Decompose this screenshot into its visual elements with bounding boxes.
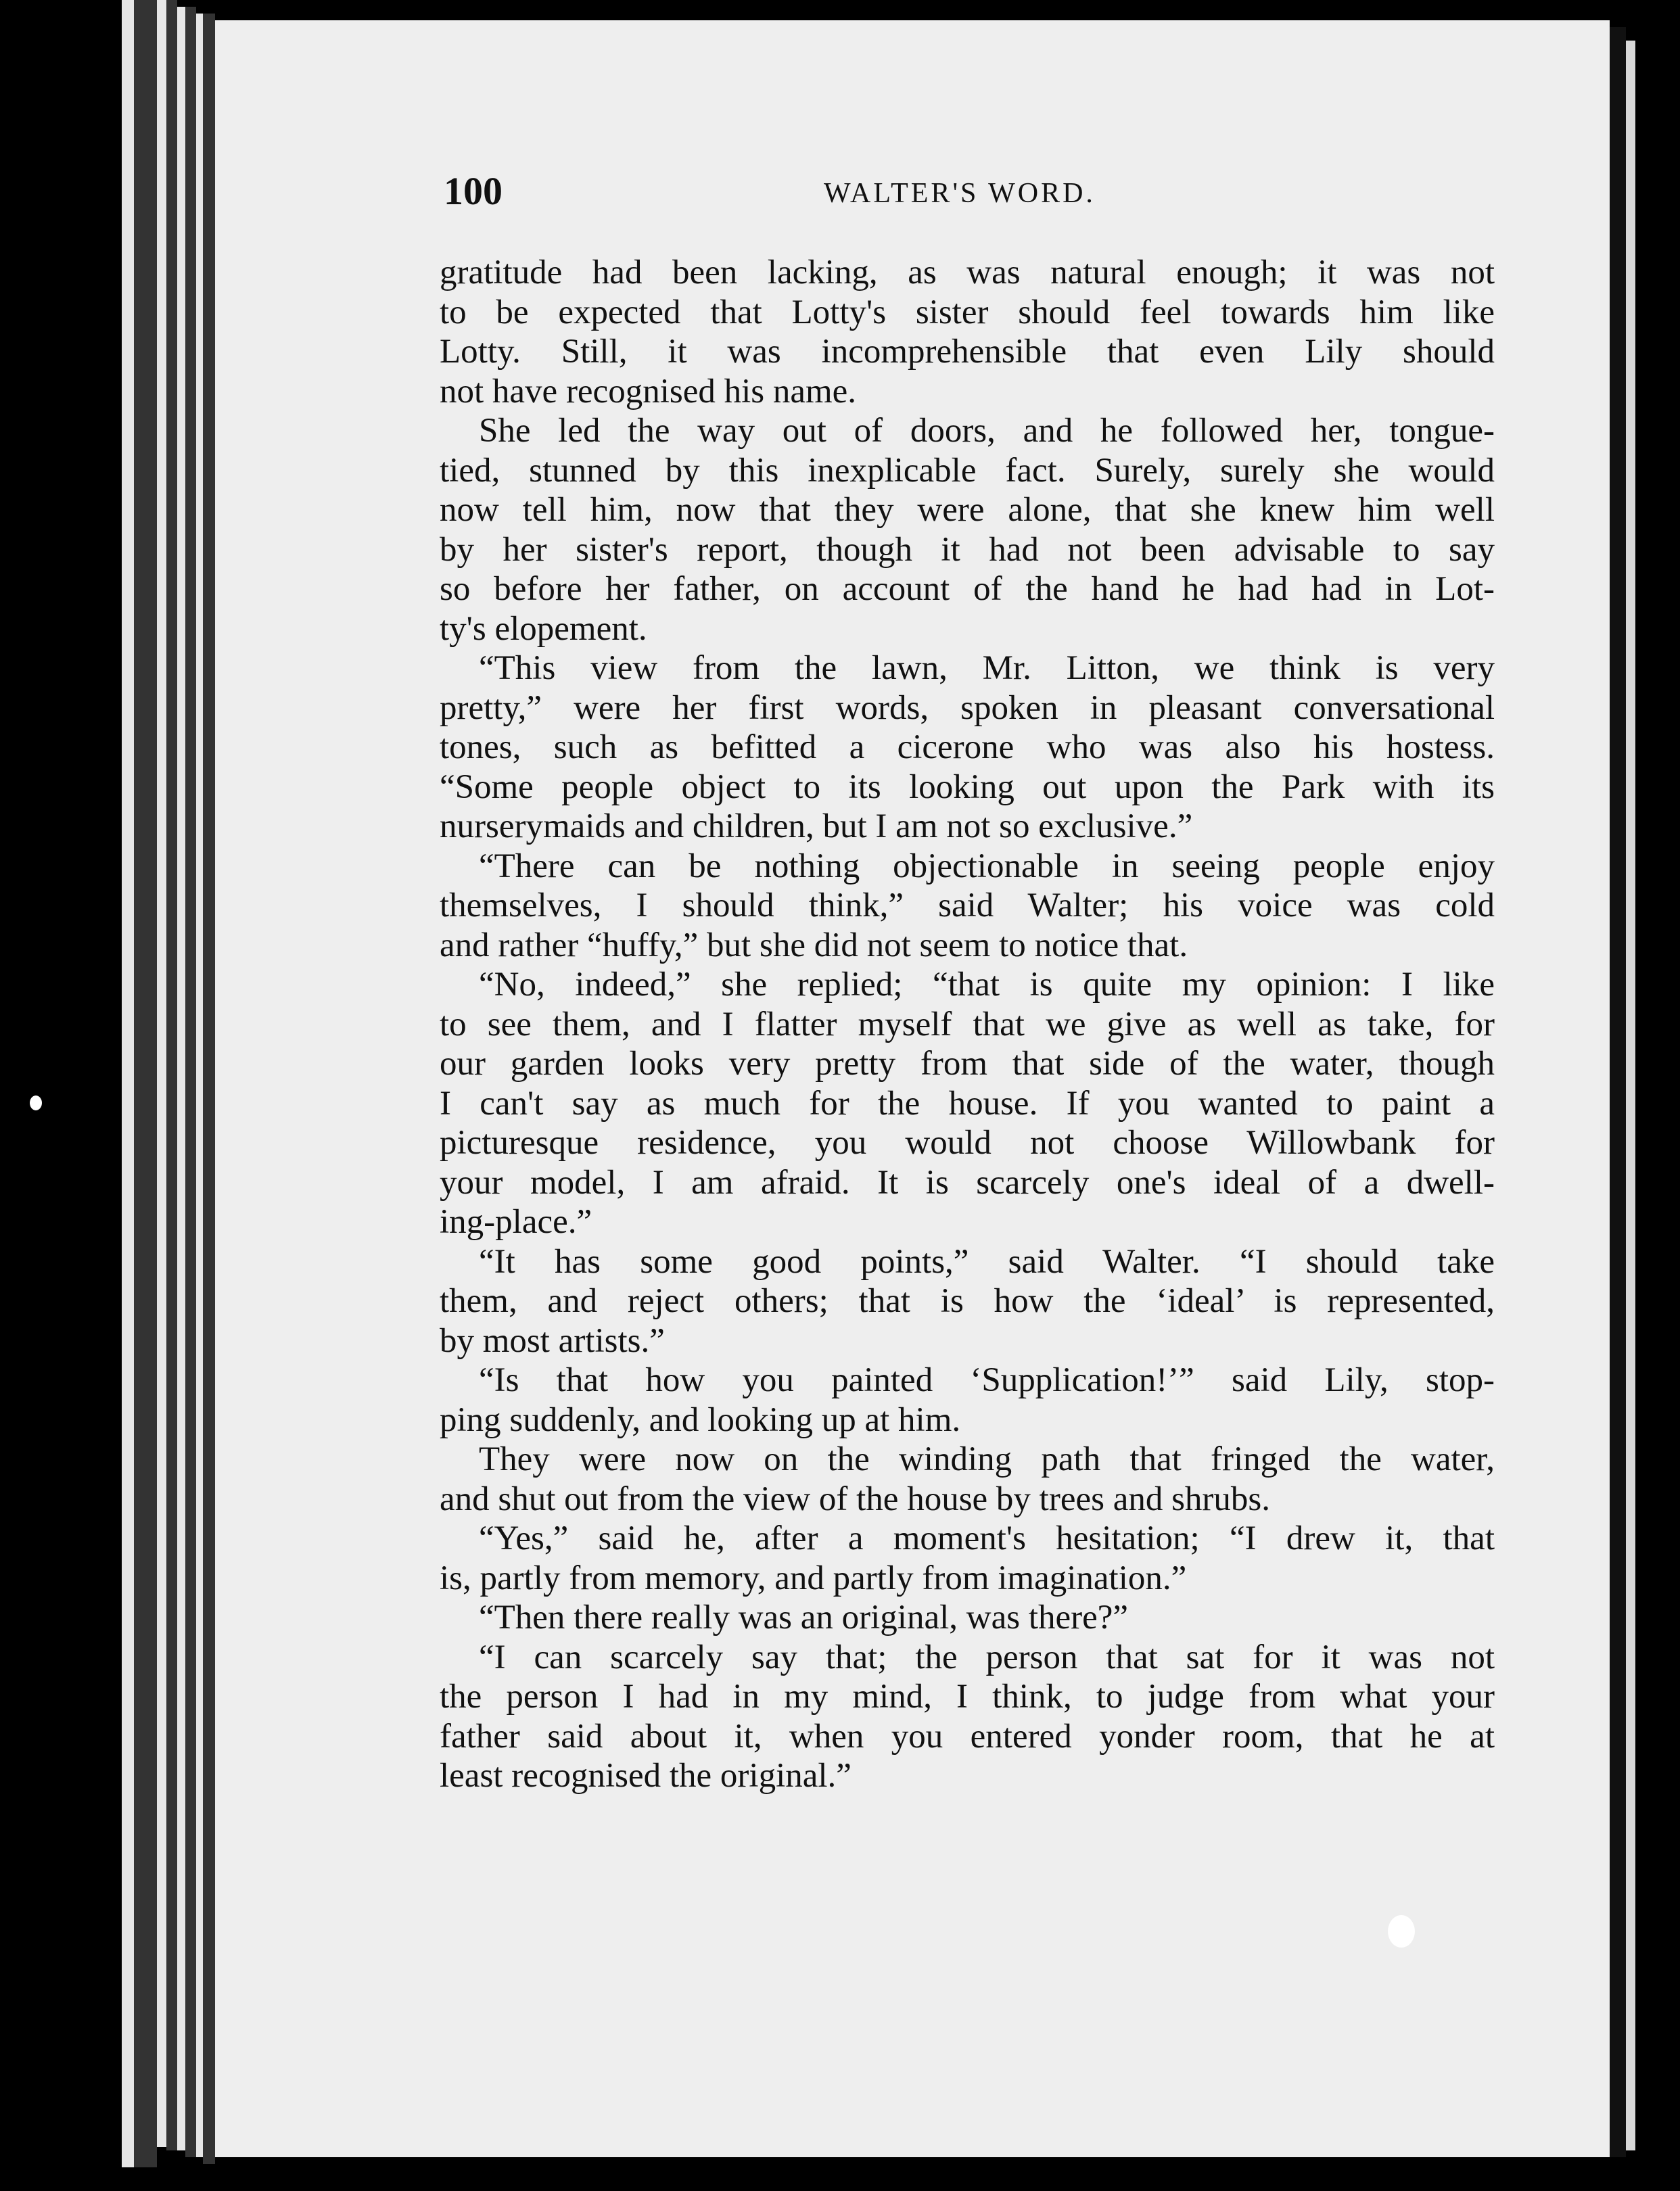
scan-speck [1388,1915,1415,1948]
text-line: “Yes,” said he, after a moment's hesitation; “I drew it, that [479,1519,1495,1557]
page-edge-shadow [166,0,177,2150]
text-line: not have recognised his name. [440,372,857,410]
page-edge-shadow [185,7,196,2157]
page-edge-shadow [134,0,157,2167]
body-text [440,253,1495,1796]
text-line: “It has some good points,” said Walter. “I should take [479,1242,1495,1281]
text-line: “Then there really was an original, was there?” [479,1599,1129,1636]
page-number: 100 [444,169,503,213]
page-edge [122,0,134,2167]
text-line: She led the way out of doors, and he followed her, tongue- [479,412,1495,450]
text-line: “Some people object to its looking out upon the Park with its [440,768,1495,806]
text-line: father said about it, when you entered yonder room, that he at [440,1717,1495,1756]
text-line: picturesque residence, you would not choose Willowbank for [440,1124,1495,1162]
running-head: WALTER'S WORD. [824,178,1096,209]
page-edge-shadow [203,14,215,2164]
text-line: “No, indeed,” she replied; “that is quite my opinion: I like [479,966,1495,1004]
text-line: least recognised the original.” [440,1757,851,1795]
text-line: “This view from the lawn, Mr. Litton, we think is very [479,649,1495,687]
text-line: and rather “huffy,” but she did not seem to notice that. [440,926,1188,964]
text-line: They were now on the winding path that fringed the water, [479,1440,1495,1478]
text-line: “I can scarcely say that; the person that sat for it was not [479,1638,1495,1676]
text-line: ping suddenly, and looking up at him. [440,1400,961,1439]
text-line: them, and reject others; that is how the ‘ideal’ is represented, [440,1282,1495,1320]
page-edge [157,0,166,2147]
text-line: now tell him, now that they were alone, that she knew him well [440,491,1495,529]
text-line: by her sister's report, though it had not been advisable to say [440,530,1495,569]
text-line: is, partly from memory, and partly from imagination.” [440,1559,1187,1597]
binding-shadow [1610,27,1626,2157]
text-line: nurserymaids and children, but I am not so exclusive.” [440,807,1193,845]
scan-speck [30,1096,42,1110]
text-line: to see them, and I flatter myself that we give as well as take, for [440,1005,1495,1043]
text-line: tones, such as befitted a cicerone who was also his hostess. [440,728,1495,766]
next-page-edge [1626,41,1635,2150]
text-line: ty's elopement. [440,609,647,648]
text-line: tied, stunned by this inexplicable fact. Surely, surely she would [440,451,1495,490]
text-line: I can't say as much for the house. If you wanted to paint a [440,1084,1495,1123]
text-line: “There can be nothing objectionable in seeing people enjoy [479,847,1495,885]
text-line: “Is that how you painted ‘Supplication!’” said Lily, stop- [479,1361,1495,1399]
text-line: our garden looks very pretty from that side of the water, though [440,1045,1495,1083]
text-line: Lotty. Still, it was incomprehensible that even Lily should [440,333,1495,371]
text-line: the person I had in my mind, I think, to judge from what your [440,1678,1495,1716]
text-line: to be expected that Lotty's sister should feel towards him like [440,293,1495,331]
page-edge [177,7,185,2150]
text-line: ing-place.” [440,1203,592,1241]
text-line: pretty,” were her first words, spoken in pleasant conversational [440,688,1495,727]
text-line: and shut out from the view of the house by trees and shrubs. [440,1480,1271,1518]
text-line: gratitude had been lacking, as was natural enough; it was not [440,254,1495,291]
page-header [444,168,1194,215]
text-line: so before her father, on account of the hand he had had in Lot- [440,570,1495,608]
page-edge [196,14,203,2157]
text-line: your model, I am afraid. It is scarcely one's ideal of a dwell- [440,1163,1495,1202]
text-line: by most artists.” [440,1321,665,1360]
text-line: themselves, I should think,” said Walter; his voice was cold [440,887,1495,924]
